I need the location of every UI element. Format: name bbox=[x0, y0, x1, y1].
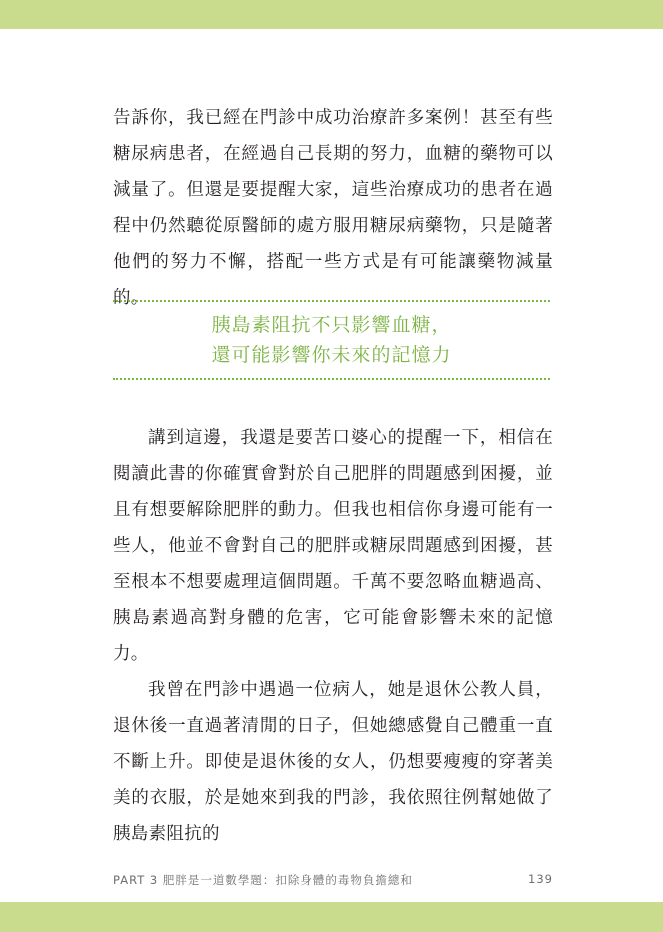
top-color-band bbox=[0, 0, 663, 29]
running-title: PART 3 肥胖是一道數學題：扣除身體的毒物負擔總和 bbox=[113, 873, 413, 887]
section-heading bbox=[113, 310, 550, 370]
heading-top-dotted-rule bbox=[113, 300, 550, 302]
intro-paragraph: 告訴你，我已經在門診中成功治療許多案例！甚至有些糖尿病患者，在經過自己長期的努力，血糖的藥物可以減量了。但還是要提醒大家，這些治療成功的患者在過程中仍然聽從原醫師的處方服用糖尿病藥物，只是隨著他們的努力不懈，搭配一些方式是有可能讓藥物減量的。 bbox=[113, 108, 553, 308]
body-paragraph: 講到這邊，我還是要苦口婆心的提醒一下，相信在閱讀此書的你確實會對於自己肥胖的問題感到困擾，並且有想要解除肥胖的動力。但我也相信你身邊可能有一些人，他並不會對自己的肥胖或糖尿問題感到困擾，甚至根本不想要處理這個問題。千萬不要忽略血糖過高、胰島素過高對身體的危害，它可能會影響未來的記憶力。 bbox=[113, 428, 553, 664]
section-heading-line-2: 還可能影響你未來的記憶力 bbox=[211, 344, 452, 366]
body-paragraph: 我曾在門診中遇過一位病人，她是退休公教人員，退休後一直過著清閒的日子，但她總感覺自己體重一直不斷上升。即使是退休後的女人，仍想要瘦瘦的穿著美美的衣服，於是她來到我的門診，我依照往例幫她做了胰島素阻抗的 bbox=[113, 680, 553, 844]
heading-bottom-dotted-rule bbox=[113, 378, 550, 380]
page-footer bbox=[113, 872, 553, 888]
section-heading-line-1: 胰島素阻抗不只影響血糖， bbox=[211, 314, 452, 336]
section-heading-box bbox=[113, 300, 550, 382]
page-number: 139 bbox=[528, 872, 553, 886]
bottom-color-band bbox=[0, 902, 663, 932]
body-text bbox=[113, 420, 553, 852]
